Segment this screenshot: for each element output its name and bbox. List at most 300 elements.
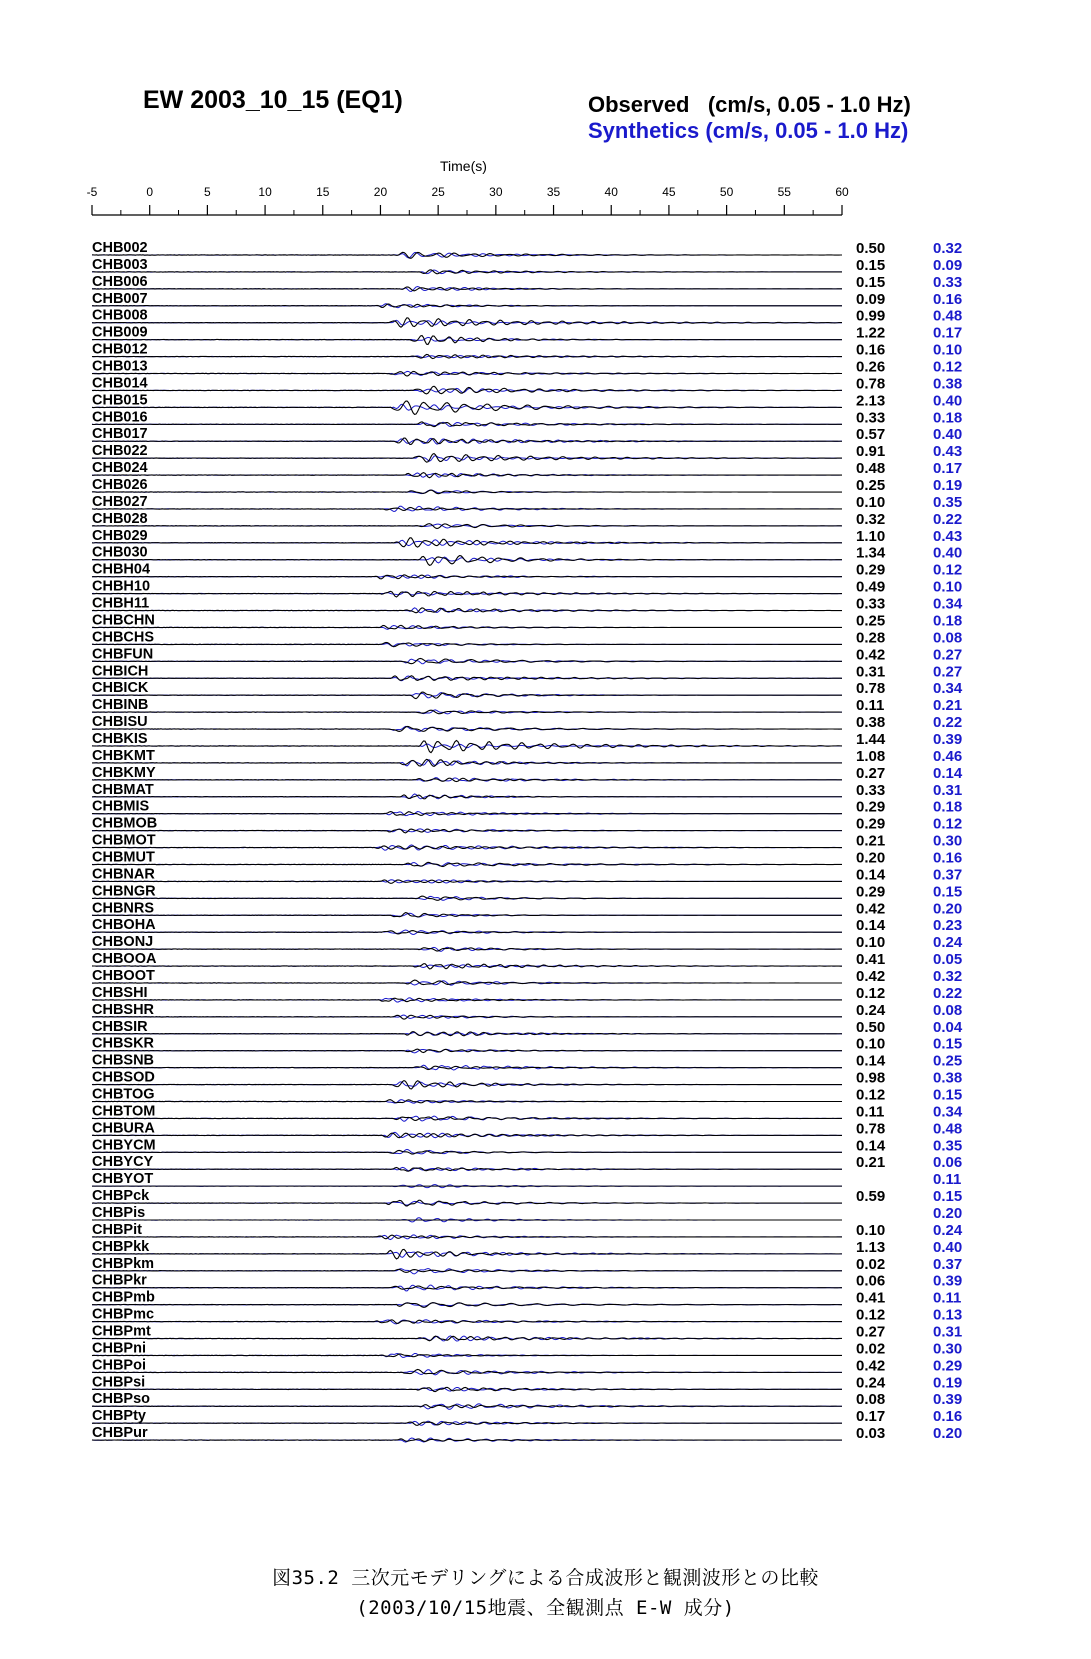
observed-max-value: 0.24 bbox=[856, 1374, 886, 1392]
station-label: CHB014 bbox=[92, 375, 148, 392]
station-label: CHBMUT bbox=[92, 849, 155, 866]
trace-row bbox=[92, 240, 962, 258]
synthetic-max-value: 0.10 bbox=[933, 578, 963, 596]
synthetic-max-value: 0.43 bbox=[933, 443, 963, 461]
observed-max-value: 0.02 bbox=[856, 1255, 886, 1273]
station-label: CHB002 bbox=[92, 240, 148, 256]
observed-trace bbox=[92, 931, 842, 934]
synthetic-max-value: 0.13 bbox=[933, 1306, 963, 1324]
synthetic-max-value: 0.22 bbox=[933, 510, 963, 528]
trace-row bbox=[92, 866, 962, 883]
station-label: CHBSHR bbox=[92, 1001, 155, 1018]
observed-trace bbox=[92, 336, 842, 345]
trace-row bbox=[92, 697, 962, 714]
observed-trace bbox=[92, 556, 842, 566]
x-tick-label: 35 bbox=[546, 185, 561, 199]
observed-trace bbox=[92, 304, 842, 307]
station-label: CHB013 bbox=[92, 358, 148, 375]
trace-row bbox=[92, 646, 962, 663]
trace-row bbox=[92, 375, 962, 394]
station-label: CHBOHA bbox=[92, 917, 156, 934]
observed-trace bbox=[92, 318, 842, 327]
synthetic-max-value: 0.15 bbox=[933, 1086, 963, 1104]
observed-max-value: 0.14 bbox=[856, 866, 886, 884]
synthetic-trace bbox=[92, 1252, 842, 1257]
station-label: CHB017 bbox=[92, 426, 148, 443]
station-label: CHBINB bbox=[92, 697, 149, 714]
station-label: CHB012 bbox=[92, 341, 148, 358]
trace-row bbox=[92, 849, 962, 866]
synthetic-max-value: 0.20 bbox=[933, 1425, 963, 1443]
synthetic-max-value: 0.04 bbox=[933, 1018, 963, 1036]
observed-max-value: 0.12 bbox=[856, 984, 886, 1002]
station-label: CHBSKR bbox=[92, 1035, 155, 1052]
station-label: CHB015 bbox=[92, 392, 148, 409]
observed-max-value: 0.16 bbox=[856, 341, 886, 359]
station-label: CHBOOA bbox=[92, 951, 157, 968]
station-label: CHB022 bbox=[92, 443, 148, 460]
observed-max-value: 0.08 bbox=[856, 1391, 886, 1409]
trace-row bbox=[92, 511, 962, 529]
synthetic-max-value: 0.14 bbox=[933, 764, 963, 782]
observed-max-value: 0.14 bbox=[856, 917, 886, 935]
observed-max-value: 0.29 bbox=[856, 798, 886, 816]
station-label: CHBPty bbox=[92, 1408, 146, 1425]
synthetic-max-value: 0.09 bbox=[933, 256, 963, 274]
station-label: CHB006 bbox=[92, 273, 148, 290]
station-label: CHBPkm bbox=[92, 1255, 155, 1272]
observed-max-value: 0.98 bbox=[856, 1069, 886, 1087]
synthetic-max-value: 0.34 bbox=[933, 680, 963, 698]
trace-row bbox=[92, 1307, 962, 1324]
synthetic-max-value: 0.35 bbox=[933, 1137, 963, 1155]
traces-group bbox=[92, 240, 963, 1442]
station-label: CHBTOG bbox=[92, 1086, 155, 1103]
observed-max-value: 0.50 bbox=[856, 240, 886, 257]
observed-trace bbox=[92, 913, 842, 917]
trace-row bbox=[92, 1205, 962, 1222]
station-label: CHBMIS bbox=[92, 798, 150, 815]
trace-row bbox=[92, 748, 962, 767]
observed-max-value: 0.10 bbox=[856, 934, 886, 952]
trace-row bbox=[92, 1188, 962, 1206]
observed-max-value: 0.27 bbox=[856, 764, 886, 782]
synthetic-max-value: 0.17 bbox=[933, 324, 963, 342]
observed-trace bbox=[92, 625, 842, 629]
trace-row bbox=[92, 562, 962, 579]
synthetic-max-value: 0.16 bbox=[933, 849, 963, 867]
station-label: CHBPmc bbox=[92, 1306, 155, 1323]
observed-max-value: 0.99 bbox=[856, 307, 886, 325]
station-label: CHB003 bbox=[92, 256, 148, 273]
chart-title: EW 2003_10_15 (EQ1) bbox=[143, 86, 403, 114]
station-label: CHBPni bbox=[92, 1340, 146, 1357]
trace-row bbox=[92, 714, 962, 731]
trace-row bbox=[92, 257, 962, 274]
trace-row bbox=[92, 409, 962, 426]
observed-trace bbox=[92, 846, 842, 849]
synthetic-max-value: 0.16 bbox=[933, 290, 963, 308]
trace-row bbox=[92, 1103, 963, 1121]
observed-max-value: 0.33 bbox=[856, 409, 886, 427]
trace-row bbox=[92, 1070, 962, 1089]
observed-max-value: 2.13 bbox=[856, 392, 886, 410]
station-label: CHB027 bbox=[92, 493, 148, 510]
legend-observed: Observed (cm/s, 0.05 - 1.0 Hz) bbox=[588, 92, 911, 117]
observed-max-value: 0.91 bbox=[856, 443, 886, 461]
observed-max-value: 0.14 bbox=[856, 1137, 886, 1155]
station-label: CHBICH bbox=[92, 663, 149, 680]
trace-row bbox=[92, 325, 962, 345]
observed-trace bbox=[92, 575, 842, 579]
synthetic-max-value: 0.40 bbox=[933, 426, 963, 444]
observed-trace bbox=[92, 1369, 842, 1373]
station-label: CHBH04 bbox=[92, 561, 151, 578]
trace-row bbox=[92, 1324, 962, 1341]
station-label: CHBISU bbox=[92, 714, 148, 731]
station-label: CHBYOT bbox=[92, 1171, 154, 1188]
observed-trace bbox=[92, 454, 842, 463]
synthetic-max-value: 0.21 bbox=[933, 697, 963, 715]
station-label: CHBOOT bbox=[92, 967, 155, 984]
observed-trace bbox=[92, 1100, 842, 1103]
trace-row bbox=[92, 985, 962, 1002]
synthetic-max-value: 0.40 bbox=[933, 392, 963, 410]
legend-synthetics: Synthetics (cm/s, 0.05 - 1.0 Hz) bbox=[588, 118, 909, 143]
observed-trace bbox=[92, 812, 842, 816]
synthetic-max-value: 0.27 bbox=[933, 663, 963, 681]
trace-row bbox=[92, 612, 962, 629]
trace-row bbox=[92, 663, 962, 680]
station-label: CHBCHN bbox=[92, 612, 155, 629]
station-label: CHB008 bbox=[92, 307, 148, 324]
trace-row bbox=[92, 1273, 962, 1291]
station-label: CHB030 bbox=[92, 544, 148, 561]
observed-max-value: 0.59 bbox=[856, 1188, 886, 1206]
station-label: CHBNGR bbox=[92, 883, 156, 900]
trace-row bbox=[92, 900, 962, 917]
synthetic-max-value: 0.15 bbox=[933, 1188, 963, 1206]
x-tick-label: 45 bbox=[662, 185, 676, 199]
observed-max-value: 1.08 bbox=[856, 747, 886, 765]
x-tick-label: 25 bbox=[431, 185, 445, 199]
trace-row bbox=[92, 883, 962, 900]
synthetic-max-value: 0.37 bbox=[933, 866, 963, 884]
trace-row bbox=[92, 1425, 962, 1442]
synthetic-max-value: 0.29 bbox=[933, 1357, 963, 1375]
trace-row bbox=[92, 443, 962, 462]
synthetic-max-value: 0.35 bbox=[933, 493, 963, 511]
station-label: CHBNAR bbox=[92, 866, 155, 883]
station-label: CHBPkk bbox=[92, 1238, 150, 1255]
station-label: CHBKMT bbox=[92, 747, 155, 764]
trace-row bbox=[92, 1002, 962, 1019]
observed-max-value: 0.24 bbox=[856, 1001, 886, 1019]
time-axis bbox=[87, 185, 849, 215]
station-label: CHBFUN bbox=[92, 646, 154, 663]
synthetic-max-value: 0.12 bbox=[933, 815, 963, 833]
synthetic-max-value: 0.15 bbox=[933, 1035, 963, 1053]
station-label: CHBSIR bbox=[92, 1018, 148, 1035]
trace-row bbox=[92, 545, 962, 566]
synthetic-max-value: 0.33 bbox=[933, 273, 963, 291]
synthetic-max-value: 0.46 bbox=[933, 747, 963, 765]
station-label: CHBMOT bbox=[92, 832, 156, 849]
observed-max-value: 0.10 bbox=[856, 1221, 886, 1239]
x-axis-label: Time(s) bbox=[440, 158, 487, 174]
synthetic-max-value: 0.38 bbox=[933, 375, 963, 393]
observed-trace bbox=[92, 692, 842, 699]
synthetic-max-value: 0.17 bbox=[933, 460, 963, 478]
synthetic-max-value: 0.12 bbox=[933, 358, 963, 376]
station-label: CHBH11 bbox=[92, 595, 150, 612]
synthetic-max-value: 0.34 bbox=[933, 1103, 963, 1121]
observed-max-value: 0.29 bbox=[856, 561, 886, 579]
observed-trace bbox=[92, 371, 842, 376]
trace-row bbox=[92, 731, 962, 753]
observed-max-value: 0.41 bbox=[856, 951, 886, 969]
station-label: CHBPso bbox=[92, 1391, 151, 1408]
trace-row bbox=[92, 799, 962, 816]
observed-max-value: 0.32 bbox=[856, 510, 886, 528]
synthetic-max-value: 0.48 bbox=[933, 307, 963, 325]
trace-row bbox=[92, 477, 962, 494]
trace-row bbox=[92, 1120, 962, 1137]
synthetic-max-value: 0.34 bbox=[933, 595, 963, 613]
x-tick-label: 5 bbox=[204, 185, 211, 199]
observed-trace bbox=[92, 1235, 842, 1239]
synthetic-max-value: 0.08 bbox=[933, 629, 963, 647]
observed-max-value: 0.21 bbox=[856, 832, 886, 850]
observed-max-value: 0.78 bbox=[856, 1120, 886, 1138]
synthetic-max-value: 0.22 bbox=[933, 984, 963, 1002]
observed-max-value: 0.14 bbox=[856, 1052, 886, 1070]
trace-row bbox=[92, 1019, 963, 1036]
trace-row bbox=[92, 1137, 962, 1154]
x-tick-label: 30 bbox=[489, 185, 503, 199]
synthetic-max-value: 0.32 bbox=[933, 240, 963, 257]
synthetic-max-value: 0.48 bbox=[933, 1120, 963, 1138]
observed-max-value: 0.15 bbox=[856, 256, 886, 274]
station-label: CHBSNB bbox=[92, 1052, 155, 1069]
synthetic-max-value: 0.39 bbox=[933, 730, 963, 748]
observed-trace bbox=[92, 473, 842, 478]
trace-row bbox=[92, 291, 962, 308]
station-label: CHBCHS bbox=[92, 629, 155, 646]
observed-trace bbox=[92, 252, 842, 258]
trace-row bbox=[92, 1340, 962, 1357]
observed-trace bbox=[92, 1066, 842, 1069]
station-label: CHBPoi bbox=[92, 1357, 146, 1374]
observed-trace bbox=[92, 759, 842, 766]
station-label: CHB029 bbox=[92, 527, 148, 544]
trace-row bbox=[92, 1154, 962, 1171]
trace-row bbox=[92, 917, 962, 934]
station-label: CHB024 bbox=[92, 460, 148, 477]
trace-row bbox=[92, 308, 962, 327]
station-label: CHBICK bbox=[92, 680, 149, 697]
caption-line-1: 図35.2 三次元モデリングによる合成波形と観測波形との比較 bbox=[272, 1567, 819, 1589]
observed-max-value: 0.28 bbox=[856, 629, 886, 647]
x-tick-label: 50 bbox=[719, 185, 734, 199]
trace-row bbox=[92, 426, 962, 444]
station-label: CHBYCM bbox=[92, 1137, 156, 1154]
observed-max-value: 0.25 bbox=[856, 612, 886, 630]
trace-row bbox=[92, 392, 962, 414]
station-label: CHBMOB bbox=[92, 815, 158, 832]
station-label: CHBNRS bbox=[92, 900, 155, 917]
synthetic-max-value: 0.11 bbox=[933, 1289, 962, 1307]
observed-max-value: 1.10 bbox=[856, 527, 886, 545]
x-tick-label: 0 bbox=[146, 185, 154, 199]
observed-trace bbox=[92, 1081, 842, 1089]
caption-line-2: (2003/10/15地震、全観測点 E-W 成分) bbox=[356, 1597, 735, 1619]
trace-row bbox=[92, 342, 962, 359]
observed-max-value: 0.12 bbox=[856, 1306, 886, 1324]
synthetic-max-value: 0.30 bbox=[933, 832, 963, 850]
station-label: CHBPsi bbox=[92, 1374, 146, 1391]
observed-max-value: 0.10 bbox=[856, 1035, 886, 1053]
synthetic-max-value: 0.40 bbox=[933, 544, 963, 562]
station-label: CHBPkr bbox=[92, 1272, 147, 1289]
trace-row bbox=[92, 1239, 962, 1259]
observed-trace bbox=[92, 658, 842, 663]
observed-trace bbox=[92, 829, 842, 833]
synthetic-max-value: 0.19 bbox=[933, 477, 963, 495]
synthetic-max-value: 0.10 bbox=[933, 341, 963, 359]
station-label: CHB028 bbox=[92, 510, 148, 527]
synthetic-max-value: 0.18 bbox=[933, 612, 963, 630]
observed-trace bbox=[92, 538, 842, 547]
station-label: CHBPmt bbox=[92, 1323, 151, 1340]
observed-trace bbox=[92, 1336, 842, 1341]
station-label: CHB007 bbox=[92, 290, 148, 307]
synthetic-max-value: 0.23 bbox=[933, 917, 963, 935]
trace-row bbox=[92, 1256, 962, 1274]
synthetic-max-value: 0.30 bbox=[933, 1340, 963, 1358]
observed-max-value: 0.57 bbox=[856, 426, 886, 444]
station-label: CHBURA bbox=[92, 1120, 155, 1137]
observed-trace bbox=[92, 1249, 842, 1259]
observed-max-value: 0.11 bbox=[856, 697, 885, 715]
observed-trace bbox=[92, 1049, 842, 1052]
observed-trace bbox=[92, 741, 842, 753]
synthetic-max-value: 0.39 bbox=[933, 1391, 963, 1409]
trace-row bbox=[92, 765, 963, 782]
x-tick-label: 60 bbox=[835, 185, 849, 199]
synthetic-max-value: 0.27 bbox=[933, 646, 963, 664]
synthetic-max-value: 0.24 bbox=[933, 1221, 963, 1239]
observed-trace bbox=[92, 1320, 842, 1324]
observed-max-value: 0.38 bbox=[856, 714, 886, 732]
synthetic-max-value: 0.38 bbox=[933, 1069, 963, 1087]
observed-max-value: 0.25 bbox=[856, 477, 886, 495]
trace-row bbox=[92, 1222, 963, 1240]
x-tick-label: 55 bbox=[777, 185, 791, 199]
observed-max-value: 0.21 bbox=[856, 1154, 886, 1172]
station-label: CHBH10 bbox=[92, 578, 151, 595]
station-label: CHB016 bbox=[92, 409, 148, 426]
observed-max-value: 0.29 bbox=[856, 883, 886, 901]
trace-row bbox=[92, 579, 962, 597]
station-label: CHB026 bbox=[92, 477, 148, 494]
synthetic-max-value: 0.11 bbox=[933, 1171, 962, 1189]
synthetic-max-value: 0.05 bbox=[933, 951, 963, 969]
trace-row bbox=[92, 1053, 962, 1070]
trace-row bbox=[92, 816, 962, 833]
observed-max-value: 0.06 bbox=[856, 1272, 886, 1290]
observed-max-value: 0.12 bbox=[856, 1086, 886, 1104]
trace-row bbox=[92, 528, 962, 547]
synthetic-max-value: 0.43 bbox=[933, 527, 963, 545]
station-label: CHBPck bbox=[92, 1188, 150, 1205]
x-tick-label: -5 bbox=[86, 185, 98, 199]
observed-max-value: 0.42 bbox=[856, 1357, 886, 1375]
observed-max-value: 0.48 bbox=[856, 460, 886, 478]
observed-max-value: 0.49 bbox=[856, 578, 886, 596]
observed-max-value: 0.78 bbox=[856, 680, 886, 698]
station-label: CHBKMY bbox=[92, 764, 156, 781]
synthetic-max-value: 0.15 bbox=[933, 883, 963, 901]
trace-row bbox=[92, 951, 962, 969]
trace-row bbox=[92, 596, 963, 613]
station-label: CHBPmb bbox=[92, 1289, 155, 1306]
observed-max-value: 1.13 bbox=[856, 1238, 886, 1256]
trace-row bbox=[92, 359, 962, 377]
trace-row bbox=[92, 1087, 962, 1104]
synthetic-max-value: 0.18 bbox=[933, 409, 963, 427]
synthetic-max-value: 0.06 bbox=[933, 1154, 963, 1172]
x-tick-label: 15 bbox=[316, 185, 330, 199]
synthetic-max-value: 0.40 bbox=[933, 1238, 963, 1256]
trace-row bbox=[92, 782, 962, 799]
station-label: CHBPur bbox=[92, 1425, 148, 1442]
station-label: CHB009 bbox=[92, 324, 148, 341]
observed-max-value: 1.34 bbox=[856, 544, 886, 562]
observed-max-value: 0.03 bbox=[856, 1425, 886, 1443]
trace-row bbox=[92, 1374, 962, 1391]
observed-max-value: 0.29 bbox=[856, 815, 886, 833]
synthetic-max-value: 0.22 bbox=[933, 714, 963, 732]
x-tick-label: 40 bbox=[604, 185, 618, 199]
trace-row bbox=[92, 680, 963, 698]
station-label: CHBPit bbox=[92, 1221, 142, 1238]
station-label: CHBTOM bbox=[92, 1103, 156, 1120]
station-label: CHBONJ bbox=[92, 934, 154, 951]
station-label: CHBSHI bbox=[92, 984, 148, 1001]
observed-max-value: 0.09 bbox=[856, 290, 886, 308]
synthetic-max-value: 0.31 bbox=[933, 1323, 963, 1341]
observed-max-value: 0.20 bbox=[856, 849, 886, 867]
trace-row bbox=[92, 1171, 961, 1188]
observed-max-value: 0.78 bbox=[856, 375, 886, 393]
trace-row bbox=[92, 1290, 961, 1308]
observed-max-value: 0.17 bbox=[856, 1408, 886, 1426]
synthetic-max-value: 0.31 bbox=[933, 781, 963, 799]
synthetic-max-value: 0.18 bbox=[933, 798, 963, 816]
x-tick-label: 20 bbox=[373, 185, 388, 199]
trace-row bbox=[92, 1357, 962, 1374]
observed-trace bbox=[92, 1133, 842, 1138]
observed-max-value: 1.22 bbox=[856, 324, 886, 342]
station-label: CHBSOD bbox=[92, 1069, 155, 1086]
observed-max-value: 0.42 bbox=[856, 900, 886, 918]
x-tick-label: 10 bbox=[258, 185, 272, 199]
observed-max-value: 0.10 bbox=[856, 493, 886, 511]
trace-row bbox=[92, 1036, 962, 1053]
observed-max-value: 0.41 bbox=[856, 1289, 886, 1307]
synthetic-max-value: 0.32 bbox=[933, 967, 963, 985]
